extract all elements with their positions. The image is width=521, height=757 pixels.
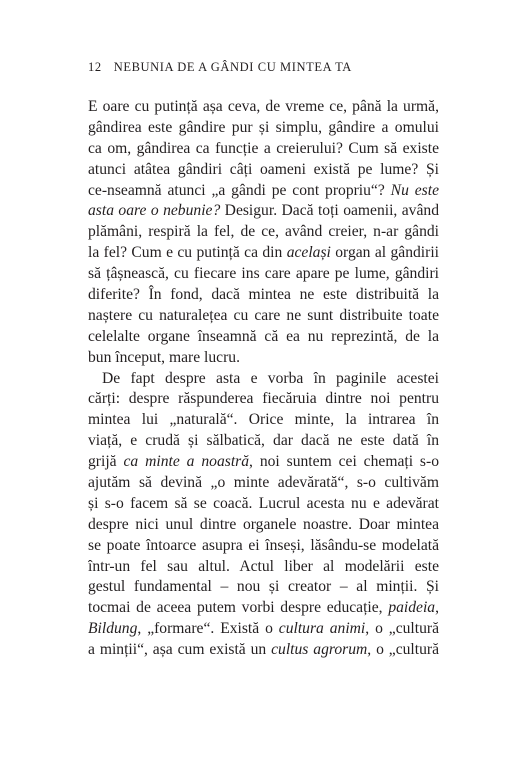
running-title: NEBUNIA DE A GÂNDI CU MINTEA TA xyxy=(113,60,352,74)
italic-text: cultura animi xyxy=(278,620,366,638)
text-span: , xyxy=(435,599,439,617)
text-span: celelalte organe înseamnă că ea nu reprezintă, de la xyxy=(88,327,439,345)
text-line xyxy=(88,619,439,640)
text-line xyxy=(88,222,439,243)
text-span: se poate întoarce asupra ei înseși, lăsându-se modelată xyxy=(88,536,439,554)
text-line xyxy=(88,285,439,306)
text-line xyxy=(88,452,439,473)
text-line xyxy=(88,598,439,619)
text-span: De fapt despre asta e vorba în paginile acestei xyxy=(102,369,439,387)
text-line xyxy=(88,306,439,327)
text-span: ce-nseamnă atunci „a gândi pe cont propriu“? xyxy=(88,181,391,199)
text-span: , o „cultură xyxy=(367,641,439,659)
text-line xyxy=(88,369,439,390)
text-line xyxy=(88,557,439,578)
text-span: la fel? Cum e cu putință ca din xyxy=(88,244,287,262)
text-line xyxy=(88,431,439,452)
page-number: 12 xyxy=(88,60,102,74)
text-span: gândirea este gândire pur și simplu, gândire a omului xyxy=(88,118,439,136)
italic-text: asta oare o nebunie? xyxy=(88,202,221,220)
text-span: mintea lui „naturală“. Orice minte, la intrarea în xyxy=(88,411,439,429)
text-line xyxy=(88,139,439,160)
text-line xyxy=(88,494,439,515)
text-span: E oare cu putință așa ceva, de vreme ce, până la urmă, xyxy=(88,98,439,115)
text-span: grijă xyxy=(88,453,124,471)
text-line xyxy=(88,160,439,181)
text-span: Desigur. Dacă toți oamenii, având xyxy=(220,202,439,220)
text-span: plămâni, respiră la fel, de ce, având creier, n-ar gândi xyxy=(88,223,439,241)
text-line xyxy=(88,515,439,536)
italic-text: Nu este xyxy=(390,181,439,199)
text-line xyxy=(88,536,439,557)
text-span: , „formare“. Există o xyxy=(137,620,279,638)
text-span: și s-o facem să se coacă. Lucrul acesta nu e adevărat xyxy=(88,494,439,512)
text-span: atunci atâtea gândiri câți oameni există pe lume? Și xyxy=(88,160,439,178)
italic-text: cultus agrorum xyxy=(271,641,368,659)
text-span: tocmai de aceea putem vorbi despre educație, xyxy=(88,599,389,617)
body-text xyxy=(88,97,439,661)
text-line xyxy=(88,97,439,118)
text-line xyxy=(88,640,439,661)
italic-text: Bildung xyxy=(88,620,138,638)
text-span: ca om, gândirea ca funcție a creierului? Cum să existe xyxy=(88,139,439,157)
text-span: într-un fel sau altul. Actul liber al modelării este xyxy=(88,557,439,575)
text-span: organ al gândirii xyxy=(330,244,439,262)
text-span: cărți: despre răspunderea fiecăruia dintre noi pentru xyxy=(88,390,439,408)
paragraph-2 xyxy=(88,369,439,661)
paragraph-1 xyxy=(88,97,439,369)
italic-text: același xyxy=(286,244,331,262)
text-line xyxy=(88,410,439,431)
text-span: naștere cu naturalețea cu care ne sunt distribuite toate xyxy=(88,306,439,324)
text-line xyxy=(88,348,439,369)
text-span: , noi suntem cei chemați s-o xyxy=(249,453,439,471)
italic-text: ca minte a noastră xyxy=(123,453,250,471)
running-header xyxy=(88,60,352,75)
text-span: bun început, mare lucru. xyxy=(88,348,240,366)
text-span: a minții“, așa cum există un xyxy=(88,641,272,659)
text-span: să țâșnească, cu fiecare ins care apare pe lume, gândiri xyxy=(88,265,439,283)
text-span: diferite? În fond, dacă mintea ne este distribuită la xyxy=(88,286,439,304)
text-line xyxy=(88,264,439,285)
italic-text: paideia xyxy=(388,599,436,617)
text-line xyxy=(88,389,439,410)
text-line xyxy=(88,473,439,494)
text-line xyxy=(88,181,439,202)
text-line xyxy=(88,243,439,264)
text-line xyxy=(88,327,439,348)
text-span: , o „cultură xyxy=(365,620,439,638)
text-line xyxy=(88,577,439,598)
text-span: gestul fundamental – nou și creator – al minții. Și xyxy=(88,578,439,596)
text-line xyxy=(88,118,439,139)
text-span: despre nici unul dintre organele noastre. Doar mintea xyxy=(88,515,439,533)
text-span: viață, e crudă și sălbatică, dar dacă ne este dată în xyxy=(88,432,439,450)
text-line xyxy=(88,201,439,222)
text-span: ajutăm să devină „o minte adevărată“, s-o cultivăm xyxy=(88,474,439,492)
